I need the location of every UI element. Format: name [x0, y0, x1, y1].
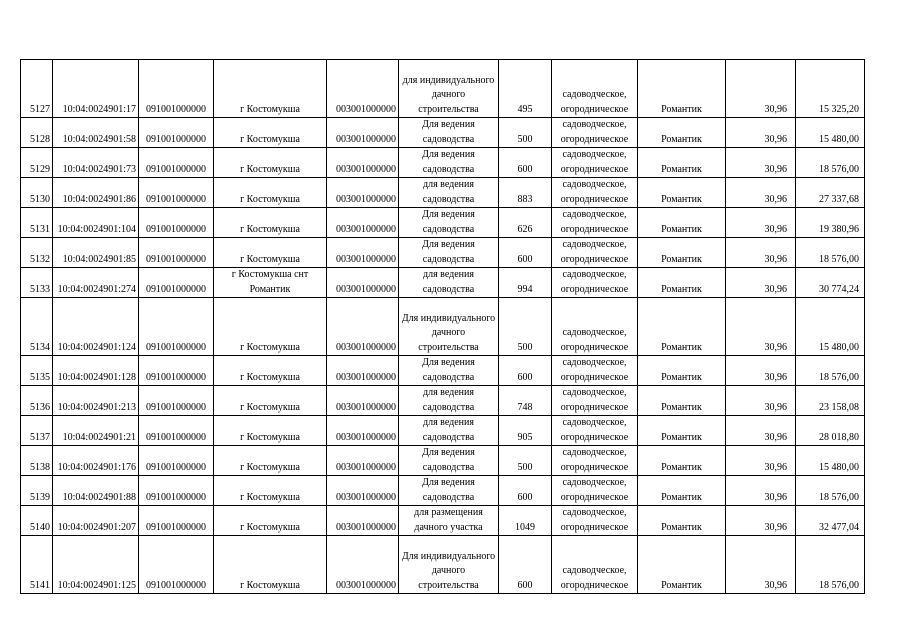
cadastral-value-cell: 15 480,00	[796, 298, 865, 356]
area-cell: 500	[499, 298, 552, 356]
category-code-cell: 003001000000	[327, 416, 399, 446]
table-row	[21, 148, 865, 178]
cadastral-number-cell: 10:04:0024901:17	[53, 60, 139, 118]
location-cell: г Костомукша	[214, 60, 327, 118]
cadastral-number-cell: 10:04:0024901:73	[53, 148, 139, 178]
category-code-cell: 003001000000	[327, 356, 399, 386]
cadastral-value-cell: 15 480,00	[796, 446, 865, 476]
settlement-name-cell: Романтик	[638, 148, 726, 178]
table-row	[21, 536, 865, 594]
location-cell: г Костомукша	[214, 356, 327, 386]
permitted-use-cell: Для индивидуального дачного строительства	[399, 536, 499, 594]
permitted-use-cell: Для ведения садоводства	[399, 238, 499, 268]
permitted-use-cell: Для ведения садоводства	[399, 118, 499, 148]
row-number-cell: 5129	[21, 148, 53, 178]
location-cell: г Костомукша	[214, 536, 327, 594]
permitted-use-cell: для ведения садоводства	[399, 268, 499, 298]
cadastral-value-cell: 23 158,08	[796, 386, 865, 416]
oktmo-code-cell: 091001000000	[139, 386, 214, 416]
oktmo-code-cell: 091001000000	[139, 118, 214, 148]
location-cell: г Костомукша	[214, 506, 327, 536]
location-cell: г Костомукша	[214, 208, 327, 238]
row-number-cell: 5136	[21, 386, 53, 416]
permitted-use-cell: для индивидуального дачного строительства	[399, 60, 499, 118]
cadastral-value-cell: 19 380,96	[796, 208, 865, 238]
specific-value-cell: 30,96	[726, 476, 796, 506]
specific-value-cell: 30,96	[726, 238, 796, 268]
settlement-name-cell: Романтик	[638, 268, 726, 298]
permitted-use-cell: для ведения садоводства	[399, 178, 499, 208]
cadastral-number-cell: 10:04:0024901:58	[53, 118, 139, 148]
category-code-cell: 003001000000	[327, 476, 399, 506]
table-row	[21, 238, 865, 268]
permitted-use-cell: Для ведения садоводства	[399, 446, 499, 476]
area-cell: 600	[499, 356, 552, 386]
specific-value-cell: 30,96	[726, 298, 796, 356]
cadastral-value-cell: 15 480,00	[796, 118, 865, 148]
cadastral-value-cell: 15 325,20	[796, 60, 865, 118]
land-category-cell: садоводческое, огородническое	[552, 298, 638, 356]
permitted-use-cell: для ведения садоводства	[399, 386, 499, 416]
row-number-cell: 5131	[21, 208, 53, 238]
table-row	[21, 178, 865, 208]
location-cell: г Костомукша снт Романтик	[214, 268, 327, 298]
category-code-cell: 003001000000	[327, 386, 399, 416]
area-cell: 600	[499, 148, 552, 178]
area-cell: 883	[499, 178, 552, 208]
specific-value-cell: 30,96	[726, 356, 796, 386]
permitted-use-cell: Для ведения садоводства	[399, 356, 499, 386]
oktmo-code-cell: 091001000000	[139, 208, 214, 238]
area-cell: 600	[499, 476, 552, 506]
area-cell: 600	[499, 536, 552, 594]
row-number-cell: 5127	[21, 60, 53, 118]
area-cell: 500	[499, 446, 552, 476]
row-number-cell: 5140	[21, 506, 53, 536]
table-row	[21, 60, 865, 118]
land-category-cell: садоводческое, огородническое	[552, 238, 638, 268]
location-cell: г Костомукша	[214, 148, 327, 178]
specific-value-cell: 30,96	[726, 506, 796, 536]
table-body	[21, 60, 865, 594]
settlement-name-cell: Романтик	[638, 238, 726, 268]
land-category-cell: садоводческое, огородническое	[552, 476, 638, 506]
cadastral-number-cell: 10:04:0024901:21	[53, 416, 139, 446]
settlement-name-cell: Романтик	[638, 178, 726, 208]
land-category-cell: садоводческое, огородническое	[552, 178, 638, 208]
land-category-cell: садоводческое, огородническое	[552, 416, 638, 446]
settlement-name-cell: Романтик	[638, 60, 726, 118]
category-code-cell: 003001000000	[327, 60, 399, 118]
cadastral-value-cell: 30 774,24	[796, 268, 865, 298]
settlement-name-cell: Романтик	[638, 356, 726, 386]
cadastral-number-cell: 10:04:0024901:125	[53, 536, 139, 594]
row-number-cell: 5135	[21, 356, 53, 386]
oktmo-code-cell: 091001000000	[139, 298, 214, 356]
cadastral-number-cell: 10:04:0024901:207	[53, 506, 139, 536]
cadastral-number-cell: 10:04:0024901:86	[53, 178, 139, 208]
oktmo-code-cell: 091001000000	[139, 268, 214, 298]
settlement-name-cell: Романтик	[638, 416, 726, 446]
permitted-use-cell: для ведения садоводства	[399, 416, 499, 446]
settlement-name-cell: Романтик	[638, 298, 726, 356]
settlement-name-cell: Романтик	[638, 446, 726, 476]
specific-value-cell: 30,96	[726, 386, 796, 416]
land-category-cell: садоводческое, огородническое	[552, 386, 638, 416]
category-code-cell: 003001000000	[327, 446, 399, 476]
specific-value-cell: 30,96	[726, 148, 796, 178]
land-category-cell: садоводческое, огородническое	[552, 506, 638, 536]
area-cell: 600	[499, 238, 552, 268]
location-cell: г Костомукша	[214, 386, 327, 416]
table-row	[21, 476, 865, 506]
table-row	[21, 356, 865, 386]
oktmo-code-cell: 091001000000	[139, 178, 214, 208]
table-row	[21, 386, 865, 416]
row-number-cell: 5137	[21, 416, 53, 446]
cadastral-value-cell: 18 576,00	[796, 148, 865, 178]
cadastral-value-table	[20, 59, 865, 594]
row-number-cell: 5138	[21, 446, 53, 476]
cadastral-number-cell: 10:04:0024901:128	[53, 356, 139, 386]
table-row	[21, 298, 865, 356]
oktmo-code-cell: 091001000000	[139, 476, 214, 506]
row-number-cell: 5133	[21, 268, 53, 298]
oktmo-code-cell: 091001000000	[139, 536, 214, 594]
settlement-name-cell: Романтик	[638, 208, 726, 238]
specific-value-cell: 30,96	[726, 268, 796, 298]
permitted-use-cell: Для ведения садоводства	[399, 148, 499, 178]
category-code-cell: 003001000000	[327, 298, 399, 356]
category-code-cell: 003001000000	[327, 148, 399, 178]
cadastral-value-cell: 27 337,68	[796, 178, 865, 208]
table-row	[21, 208, 865, 238]
table-row	[21, 118, 865, 148]
land-category-cell: садоводческое, огородническое	[552, 118, 638, 148]
oktmo-code-cell: 091001000000	[139, 60, 214, 118]
oktmo-code-cell: 091001000000	[139, 238, 214, 268]
oktmo-code-cell: 091001000000	[139, 506, 214, 536]
cadastral-number-cell: 10:04:0024901:88	[53, 476, 139, 506]
permitted-use-cell: Для ведения садоводства	[399, 208, 499, 238]
cadastral-number-cell: 10:04:0024901:124	[53, 298, 139, 356]
settlement-name-cell: Романтик	[638, 506, 726, 536]
land-category-cell: садоводческое, огородническое	[552, 446, 638, 476]
row-number-cell: 5130	[21, 178, 53, 208]
area-cell: 905	[499, 416, 552, 446]
settlement-name-cell: Романтик	[638, 386, 726, 416]
table-row	[21, 446, 865, 476]
category-code-cell: 003001000000	[327, 118, 399, 148]
table-row	[21, 416, 865, 446]
area-cell: 748	[499, 386, 552, 416]
cadastral-value-cell: 18 576,00	[796, 476, 865, 506]
land-category-cell: садоводческое, огородническое	[552, 268, 638, 298]
category-code-cell: 003001000000	[327, 208, 399, 238]
location-cell: г Костомукша	[214, 118, 327, 148]
table-row	[21, 268, 865, 298]
land-category-cell: садоводческое, огородническое	[552, 208, 638, 238]
location-cell: г Костомукша	[214, 298, 327, 356]
category-code-cell: 003001000000	[327, 178, 399, 208]
area-cell: 495	[499, 60, 552, 118]
row-number-cell: 5128	[21, 118, 53, 148]
location-cell: г Костомукша	[214, 238, 327, 268]
permitted-use-cell: Для индивидуального дачного строительства	[399, 298, 499, 356]
cadastral-number-cell: 10:04:0024901:104	[53, 208, 139, 238]
area-cell: 1049	[499, 506, 552, 536]
location-cell: г Костомукша	[214, 178, 327, 208]
cadastral-value-cell: 18 576,00	[796, 536, 865, 594]
specific-value-cell: 30,96	[726, 60, 796, 118]
specific-value-cell: 30,96	[726, 178, 796, 208]
specific-value-cell: 30,96	[726, 416, 796, 446]
oktmo-code-cell: 091001000000	[139, 356, 214, 386]
specific-value-cell: 30,96	[726, 208, 796, 238]
land-category-cell: садоводческое, огородническое	[552, 148, 638, 178]
oktmo-code-cell: 091001000000	[139, 416, 214, 446]
oktmo-code-cell: 091001000000	[139, 148, 214, 178]
row-number-cell: 5132	[21, 238, 53, 268]
cadastral-number-cell: 10:04:0024901:274	[53, 268, 139, 298]
category-code-cell: 003001000000	[327, 536, 399, 594]
cadastral-number-cell: 10:04:0024901:213	[53, 386, 139, 416]
specific-value-cell: 30,96	[726, 118, 796, 148]
specific-value-cell: 30,96	[726, 536, 796, 594]
category-code-cell: 003001000000	[327, 506, 399, 536]
land-category-cell: садоводческое, огородническое	[552, 536, 638, 594]
settlement-name-cell: Романтик	[638, 536, 726, 594]
permitted-use-cell: для размещения дачного участка	[399, 506, 499, 536]
category-code-cell: 003001000000	[327, 268, 399, 298]
category-code-cell: 003001000000	[327, 238, 399, 268]
cadastral-value-cell: 18 576,00	[796, 356, 865, 386]
area-cell: 994	[499, 268, 552, 298]
location-cell: г Костомукша	[214, 446, 327, 476]
cadastral-value-cell: 32 477,04	[796, 506, 865, 536]
specific-value-cell: 30,96	[726, 446, 796, 476]
row-number-cell: 5141	[21, 536, 53, 594]
land-category-cell: садоводческое, огородническое	[552, 60, 638, 118]
oktmo-code-cell: 091001000000	[139, 446, 214, 476]
land-category-cell: садоводческое, огородническое	[552, 356, 638, 386]
location-cell: г Костомукша	[214, 476, 327, 506]
cadastral-number-cell: 10:04:0024901:85	[53, 238, 139, 268]
table-row	[21, 506, 865, 536]
location-cell: г Костомукша	[214, 416, 327, 446]
row-number-cell: 5134	[21, 298, 53, 356]
area-cell: 500	[499, 118, 552, 148]
settlement-name-cell: Романтик	[638, 476, 726, 506]
settlement-name-cell: Романтик	[638, 118, 726, 148]
cadastral-value-cell: 28 018,80	[796, 416, 865, 446]
row-number-cell: 5139	[21, 476, 53, 506]
cadastral-number-cell: 10:04:0024901:176	[53, 446, 139, 476]
cadastral-value-cell: 18 576,00	[796, 238, 865, 268]
area-cell: 626	[499, 208, 552, 238]
permitted-use-cell: Для ведения садоводства	[399, 476, 499, 506]
